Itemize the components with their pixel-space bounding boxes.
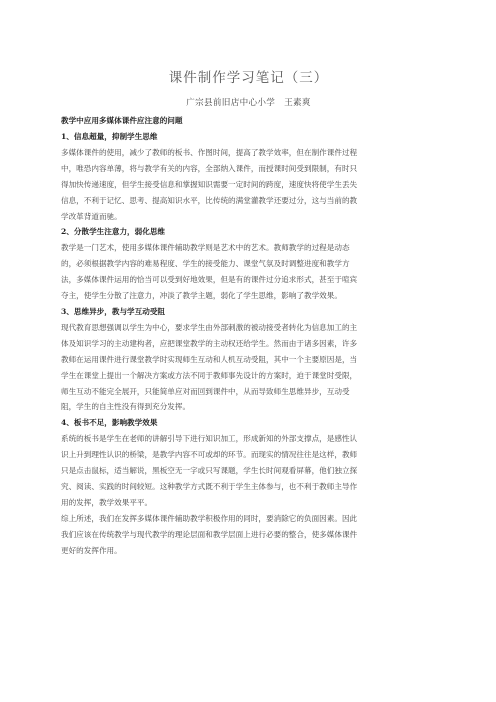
page-title: 课件制作学习笔记（三） — [168, 70, 329, 86]
paragraph-line: 更好的发挥作用。 — [61, 545, 122, 555]
document-body — [61, 113, 436, 558]
paragraph-line: 我们应该在传统教学与现代教学的理论层面和教学层面上进行必要的整合，使多媒体课件 — [61, 529, 358, 539]
paragraph-line: 体及知识学习的主动建构者，应把课堂教学的主动权还给学生。然而由于诸多因素，许多 — [61, 338, 358, 348]
paragraph-line: 阻，学生的自主性没有得到充分发挥。 — [61, 402, 191, 412]
paragraph-line: 法，多媒体课件运用的恰当可以受到好地效果，但是有的课件过分追求形式，甚至于喧宾 — [61, 275, 358, 285]
section-heading: 2、分散学生注意力，弱化思维 — [61, 227, 166, 237]
paragraph — [61, 145, 436, 224]
paragraph-line: 的，必须根据教学内容的难易程度、学生的接受能力、课堂气氛及时调整进度和教学方 — [61, 259, 350, 269]
author-line: 广宗县前旧店中心小学 王素爽 — [186, 98, 311, 108]
paragraph-line: 得加快传递速度，但学生接受信息和掌握知识需要一定时间的跨度，速度快将使学生丢失 — [61, 179, 358, 189]
paragraph-line: 用的发挥，教学效果平平。 — [61, 497, 153, 507]
paragraph-line: 识上升到理性认识的桥梁，是教学内容不可或却的环节。而现实的情况往往是这样，教师 — [61, 450, 358, 460]
section-heading: 3、思维异步，教与学互动受阻 — [61, 307, 166, 317]
paragraph — [61, 431, 436, 510]
section-heading: 1、信息超量，抑制学生思维 — [61, 132, 158, 141]
paragraph — [61, 240, 436, 304]
paragraph-line: 只是点击鼠标，适当解说，黑板空无一字或只写课题，学生长时间观看屏幕，他们独立探 — [61, 466, 358, 476]
paragraph-line: 学生在课堂上提出一个解决方案或方法不同于教师事先设计的方案时，迫于课堂时受限， — [61, 370, 358, 380]
paragraph — [61, 511, 436, 559]
section-main-heading: 教学中应用多媒体课件应注意的问题 — [61, 116, 183, 125]
paragraph-line: 学改革背道而驰。 — [61, 211, 122, 221]
paragraph-line: 夺主，使学生分散了注意力，冲淡了教学主题，弱化了学生思维，影响了教学效果。 — [61, 291, 342, 301]
paragraph-line: 综上所述，我们在发挥多媒体课件辅助教学积极作用的同时，要消除它的负面因素。因此 — [61, 513, 358, 523]
paragraph-line: 信息，不利于记忆、思考、提高知识水平，比传统的满堂灌教学还要过分，这与当前的教 — [61, 195, 358, 205]
section-heading: 4、板书不足，影响教学效果 — [61, 418, 158, 428]
paragraph-line: 教学是一门艺术，使用多媒体课件辅助教学则是艺术中的艺术。教师教学的过程是动态 — [61, 243, 350, 253]
paragraph — [61, 320, 436, 415]
paragraph-line: 系统的板书是学生在老师的讲解引导下进行知识加工，形成新知的外部支撑点，是感性认 — [61, 434, 358, 444]
paragraph-line: 多媒体课件的使用，减少了教师的板书、作图时间，提高了教学效率，但在制作课件过程 — [61, 148, 358, 157]
paragraph-line: 教师在运用课件进行课堂教学时实现师生互动和人机互动受阻，其中一个主要原因是，当 — [61, 354, 358, 364]
paragraph-line: 现代教育思想强调以学生为中心，要求学生由外部刺激的被动接受者转化为信息加工的主 — [61, 323, 358, 333]
paragraph-line: 师生互动不能完全展开，只能简单应对而回到课件中，从而导致师生思维异步，互动受 — [61, 386, 350, 396]
paragraph-line: 中，唯恐内容单薄，将与教学有关的内容，全部纳入课件，而授课时间受到限制，有时只 — [61, 163, 358, 173]
paragraph-line: 究、阅读、实践的时间较短。这种教学方式既不利于学生主体参与，也不利于教师主导作 — [61, 482, 358, 492]
